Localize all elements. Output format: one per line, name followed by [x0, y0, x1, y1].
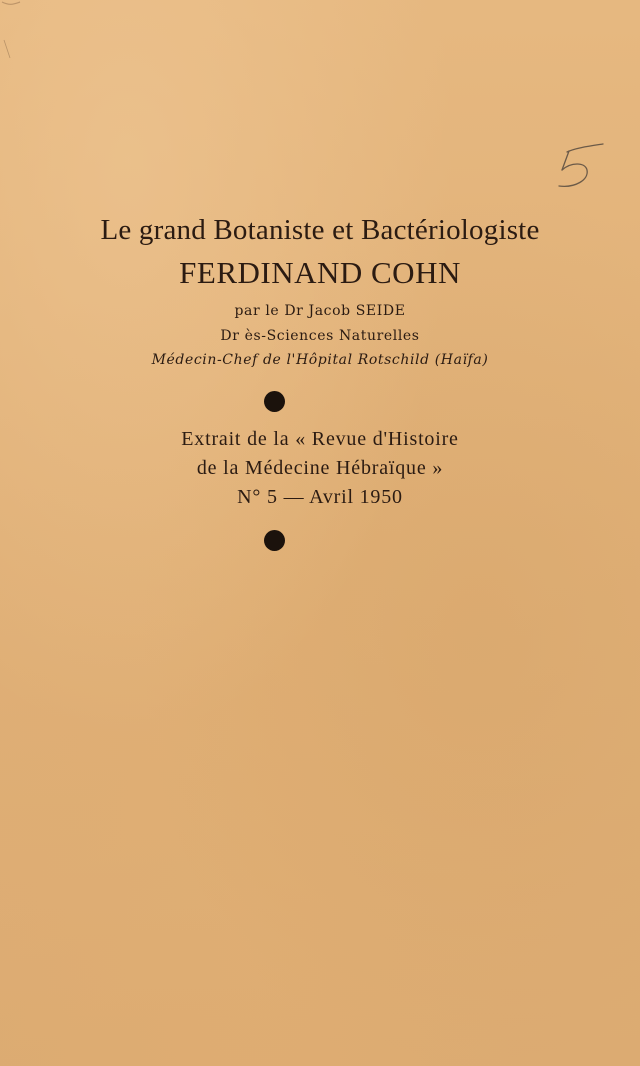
ornament-dot-icon [264, 391, 285, 412]
extract-line-2: de la Médecine Hébraïque » [196, 457, 444, 479]
handwritten-five-icon [545, 140, 615, 200]
degree-line: Dr ès-Sciences Naturelles [220, 328, 420, 344]
author-line: par le Dr Jacob SEIDE [234, 303, 406, 319]
ornament-dot-icon [264, 530, 285, 551]
subject-name: FERDINAND COHN [179, 255, 461, 290]
position-line: Médecin-Chef de l'Hôpital Rotschild (Haïfa) [151, 352, 489, 368]
extract-line-1: Extrait de la « Revue d'Histoire [181, 428, 459, 450]
extract-line-3: N° 5 — Avril 1950 [237, 486, 403, 508]
corner-stain-icon [0, 0, 40, 60]
main-title: Le grand Botaniste et Bactériologiste [100, 214, 540, 246]
